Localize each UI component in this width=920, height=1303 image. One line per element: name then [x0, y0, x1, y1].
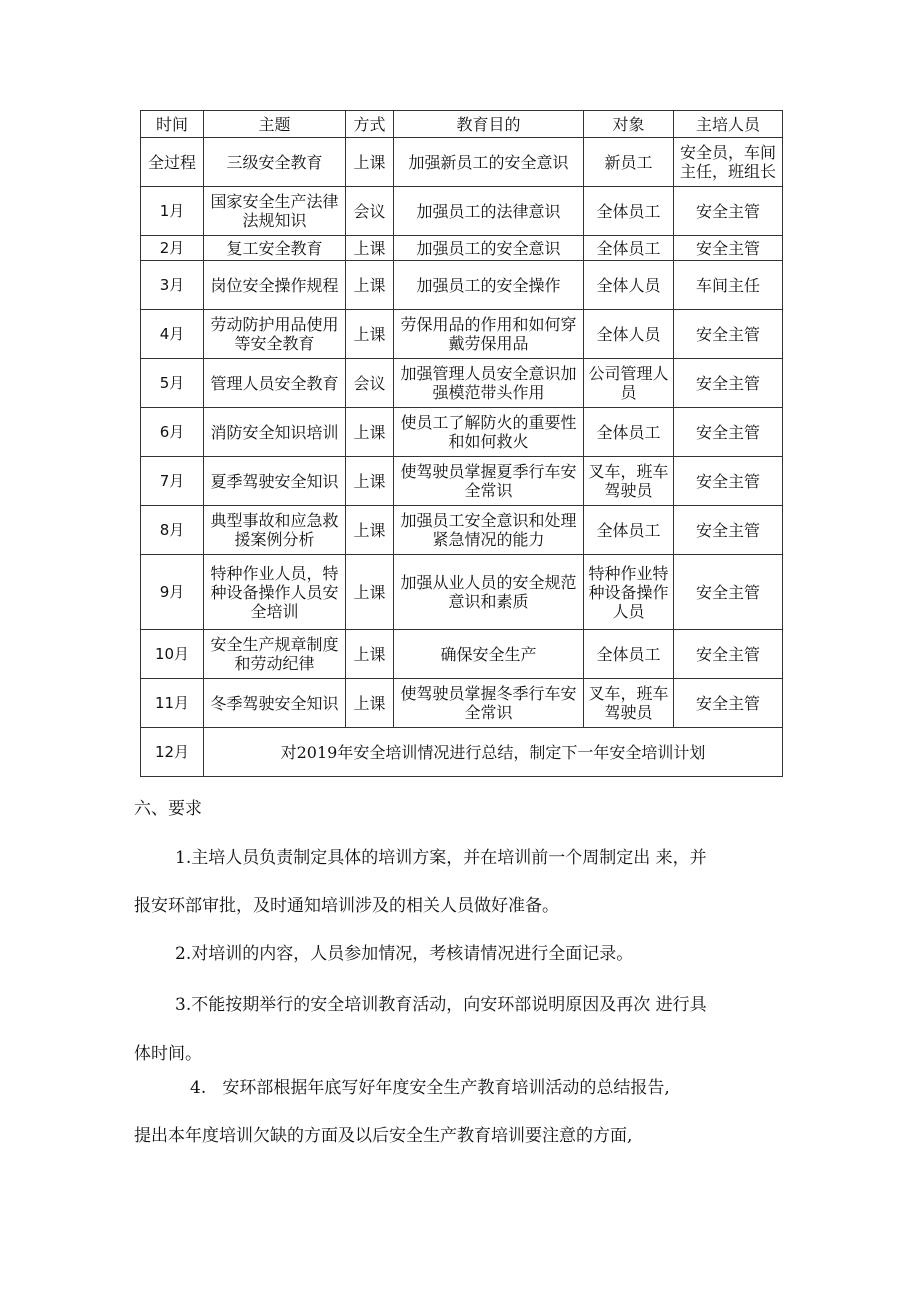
cell-topic: 冬季驾驶安全知识 — [204, 679, 346, 728]
cell-target: 全体员工 — [584, 630, 674, 679]
table-row-summary — [141, 728, 783, 777]
header-method: 方式 — [346, 111, 394, 138]
requirement-4-line-2: 提出本年度培训欠缺的方面及以后安全生产教育培训要注意的方面, — [134, 1126, 633, 1146]
cell-month: 7月 — [141, 457, 204, 506]
cell-trainer: 安全主管 — [674, 187, 783, 236]
table-row — [141, 187, 783, 236]
table-row — [141, 236, 783, 261]
cell-topic: 特种作业人员，特种设备操作人员安全培训 — [204, 555, 346, 630]
cell-purpose: 加强从业人员的安全规范意识和素质 — [394, 555, 584, 630]
requirement-3-line-1: 3.不能按期举行的安全培训教育活动，向安环部说明原因及再次 进行具 — [175, 995, 707, 1015]
cell-topic: 三级安全教育 — [204, 138, 346, 187]
table-row — [141, 408, 783, 457]
cell-purpose: 使驾驶员掌握夏季行车安全常识 — [394, 457, 584, 506]
cell-topic: 劳动防护用品使用等安全教育 — [204, 310, 346, 359]
cell-topic: 国家安全生产法律法规知识 — [204, 187, 346, 236]
cell-purpose: 确保安全生产 — [394, 630, 584, 679]
cell-topic: 安全生产规章制度和劳动纪律 — [204, 630, 346, 679]
cell-topic: 管理人员安全教育 — [204, 359, 346, 408]
cell-month: 12月 — [141, 728, 204, 777]
cell-purpose: 加强员工的安全意识 — [394, 236, 584, 261]
requirement-1-line-2: 报安环部审批，及时通知培训涉及的相关人员做好准备。 — [134, 896, 559, 916]
section-title: 六、要求 — [134, 799, 202, 819]
cell-method: 上课 — [346, 457, 394, 506]
header-trainer: 主培人员 — [674, 111, 783, 138]
table-row — [141, 555, 783, 630]
cell-method: 上课 — [346, 679, 394, 728]
table-row — [141, 138, 783, 187]
header-target: 对象 — [584, 111, 674, 138]
table-row — [141, 506, 783, 555]
table-row — [141, 679, 783, 728]
cell-topic: 典型事故和应急救援案例分析 — [204, 506, 346, 555]
cell-method: 会议 — [346, 359, 394, 408]
cell-trainer: 安全主管 — [674, 457, 783, 506]
cell-method: 上课 — [346, 310, 394, 359]
cell-month: 9月 — [141, 555, 204, 630]
cell-method: 上课 — [346, 630, 394, 679]
cell-method: 上课 — [346, 408, 394, 457]
cell-month: 11月 — [141, 679, 204, 728]
cell-target: 全体员工 — [584, 236, 674, 261]
table-row — [141, 310, 783, 359]
cell-month: 10月 — [141, 630, 204, 679]
cell-trainer: 安全主管 — [674, 359, 783, 408]
cell-target: 新员工 — [584, 138, 674, 187]
table-row — [141, 359, 783, 408]
cell-purpose: 劳保用品的作用和如何穿戴劳保用品 — [394, 310, 584, 359]
cell-trainer: 安全主管 — [674, 555, 783, 630]
cell-trainer: 安全主管 — [674, 310, 783, 359]
cell-topic: 岗位安全操作规程 — [204, 261, 346, 310]
cell-purpose: 使员工了解防火的重要性和如何救火 — [394, 408, 584, 457]
cell-month: 全过程 — [141, 138, 204, 187]
cell-trainer: 安全主管 — [674, 408, 783, 457]
table-row — [141, 457, 783, 506]
cell-trainer: 安全主管 — [674, 236, 783, 261]
cell-target: 全体员工 — [584, 506, 674, 555]
cell-purpose: 加强员工的安全操作 — [394, 261, 584, 310]
cell-month: 8月 — [141, 506, 204, 555]
requirement-4-line-1: 4. 安环部根据年底写好年度安全生产教育培训活动的总结报告, — [190, 1078, 670, 1098]
cell-topic: 复工安全教育 — [204, 236, 346, 261]
cell-topic: 夏季驾驶安全知识 — [204, 457, 346, 506]
cell-purpose: 加强管理人员安全意识加强模范带头作用 — [394, 359, 584, 408]
cell-target: 全体员工 — [584, 408, 674, 457]
cell-purpose: 加强员工安全意识和处理紧急情况的能力 — [394, 506, 584, 555]
cell-method: 上课 — [346, 236, 394, 261]
cell-trainer: 安全主管 — [674, 679, 783, 728]
header-time: 时间 — [141, 111, 204, 138]
table-header-row — [141, 111, 783, 138]
cell-purpose: 使驾驶员掌握冬季行车安全常识 — [394, 679, 584, 728]
cell-purpose: 加强员工的法律意识 — [394, 187, 584, 236]
cell-target: 叉车，班车驾驶员 — [584, 457, 674, 506]
header-topic: 主题 — [204, 111, 346, 138]
cell-method: 上课 — [346, 506, 394, 555]
cell-month: 3月 — [141, 261, 204, 310]
header-purpose: 教育目的 — [394, 111, 584, 138]
cell-trainer: 安全主管 — [674, 506, 783, 555]
cell-month: 5月 — [141, 359, 204, 408]
cell-method: 会议 — [346, 187, 394, 236]
cell-purpose: 加强新员工的安全意识 — [394, 138, 584, 187]
table-row — [141, 261, 783, 310]
cell-method: 上课 — [346, 138, 394, 187]
cell-target: 叉车，班车驾驶员 — [584, 679, 674, 728]
requirement-3-line-2: 体时间。 — [134, 1044, 202, 1064]
cell-trainer: 车间主任 — [674, 261, 783, 310]
cell-target: 全体人员 — [584, 261, 674, 310]
cell-month: 1月 — [141, 187, 204, 236]
requirement-2: 2.对培训的内容，人员参加情况，考核请情况进行全面记录。 — [175, 944, 634, 964]
cell-target: 全体员工 — [584, 187, 674, 236]
cell-trainer: 安全员，车间主任，班组长 — [674, 138, 783, 187]
cell-trainer: 安全主管 — [674, 630, 783, 679]
cell-method: 上课 — [346, 555, 394, 630]
cell-month: 2月 — [141, 236, 204, 261]
cell-month: 4月 — [141, 310, 204, 359]
table-row — [141, 630, 783, 679]
cell-target: 公司管理人员 — [584, 359, 674, 408]
cell-method: 上课 — [346, 261, 394, 310]
cell-month: 6月 — [141, 408, 204, 457]
training-plan-table — [140, 110, 783, 777]
cell-target: 特种作业特种设备操作人员 — [584, 555, 674, 630]
cell-topic: 消防安全知识培训 — [204, 408, 346, 457]
requirement-1-line-1: 1.主培人员负责制定具体的培训方案，并在培训前一个周制定出 来，并 — [175, 848, 707, 868]
cell-summary: 对2019年安全培训情况进行总结，制定下一年安全培训计划 — [204, 728, 783, 777]
cell-target: 全体人员 — [584, 310, 674, 359]
